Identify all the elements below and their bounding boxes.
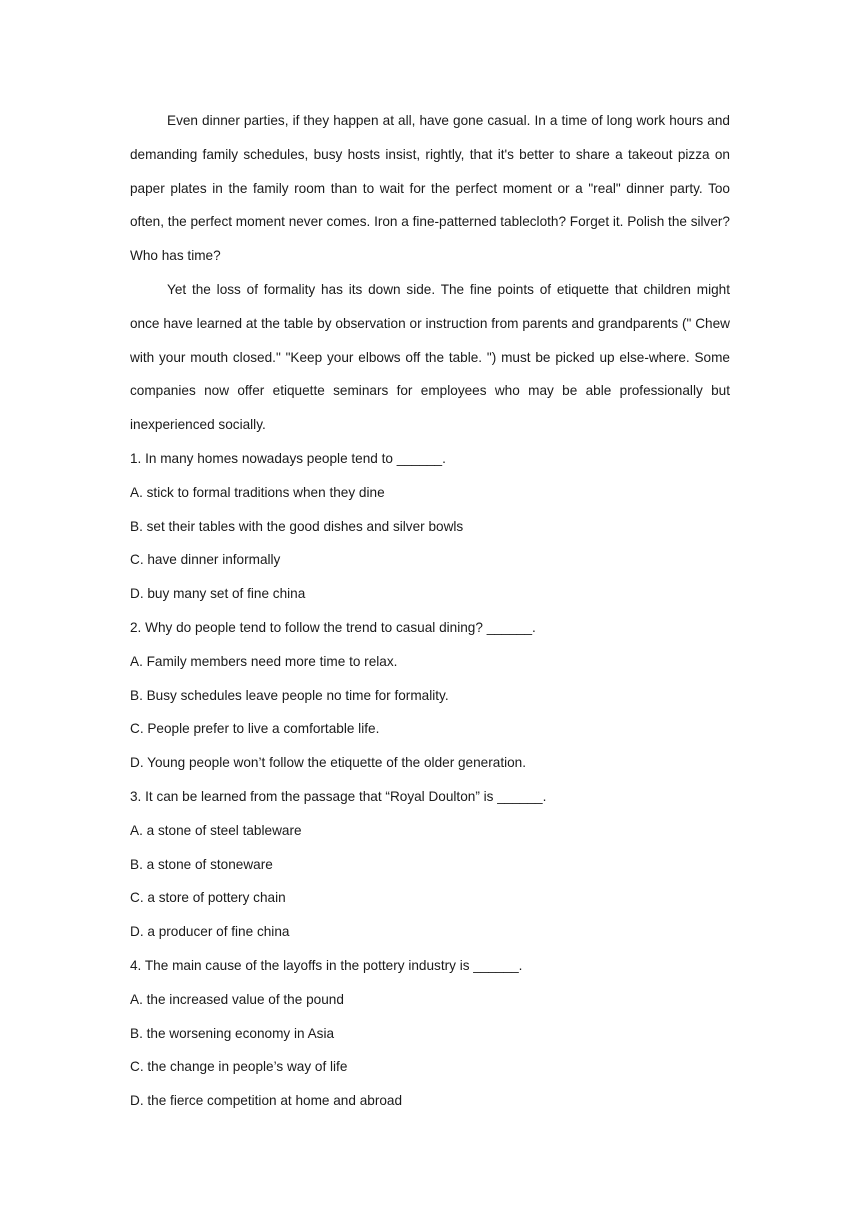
option-d: D. the fierce competition at home and abroad [130, 1093, 403, 1109]
option-b: B. set their tables with the good dishes and silver bowls [130, 518, 464, 534]
option-c: C. have dinner informally [130, 552, 281, 568]
document-page [130, 104, 730, 1118]
option-d: D. Young people won’t follow the etiquette of the older generation. [130, 755, 527, 771]
passage-paragraph-2: Yet the loss of formality has its down side. The fine points of etiquette that children might once have learned at the table by observation or instruction from parents and grandparents (" Chew with your mouth closed." "Keep your elbows off the table. ") must be picked up else-where. Some companies now offer etiquette seminars for employees who may be able professionally but inexperienced socially. [130, 281, 730, 433]
option-c: C. the change in people’s way of life [130, 1059, 348, 1075]
option-a: A. a stone of steel tableware [130, 822, 302, 838]
question-4 [130, 949, 730, 1118]
option-c: C. a store of pottery chain [130, 890, 286, 906]
question-stem: 3. It can be learned from the passage that “Royal Doulton” is ______. [130, 788, 547, 804]
question-3 [130, 780, 730, 949]
option-b: B. Busy schedules leave people no time for formality. [130, 687, 449, 703]
option-b: B. the worsening economy in Asia [130, 1025, 335, 1041]
option-b: B. a stone of stoneware [130, 856, 273, 872]
question-1 [130, 442, 730, 611]
option-d: D. buy many set of fine china [130, 586, 306, 602]
option-d: D. a producer of fine china [130, 924, 290, 940]
option-c: C. People prefer to live a comfortable life. [130, 721, 380, 737]
question-stem: 1. In many homes nowadays people tend to ______. [130, 450, 446, 466]
option-a: A. the increased value of the pound [130, 991, 344, 1007]
question-2 [130, 611, 730, 780]
option-a: A. stick to formal traditions when they dine [130, 484, 385, 500]
passage-paragraph-1: Even dinner parties, if they happen at all, have gone casual. In a time of long work hours and demanding family schedules, busy hosts insist, rightly, that it's better to share a takeout pizza on paper plates in the family room than to wait for the perfect moment or a "real" dinner party. Too often, the perfect moment never comes. Iron a fine-patterned tablecloth? Forget it. Polish the silver? Who has time? [130, 113, 730, 264]
question-stem: 4. The main cause of the layoffs in the pottery industry is ______. [130, 957, 523, 973]
question-stem: 2. Why do people tend to follow the trend to casual dining? ______. [130, 619, 536, 635]
option-a: A. Family members need more time to relax. [130, 653, 398, 669]
